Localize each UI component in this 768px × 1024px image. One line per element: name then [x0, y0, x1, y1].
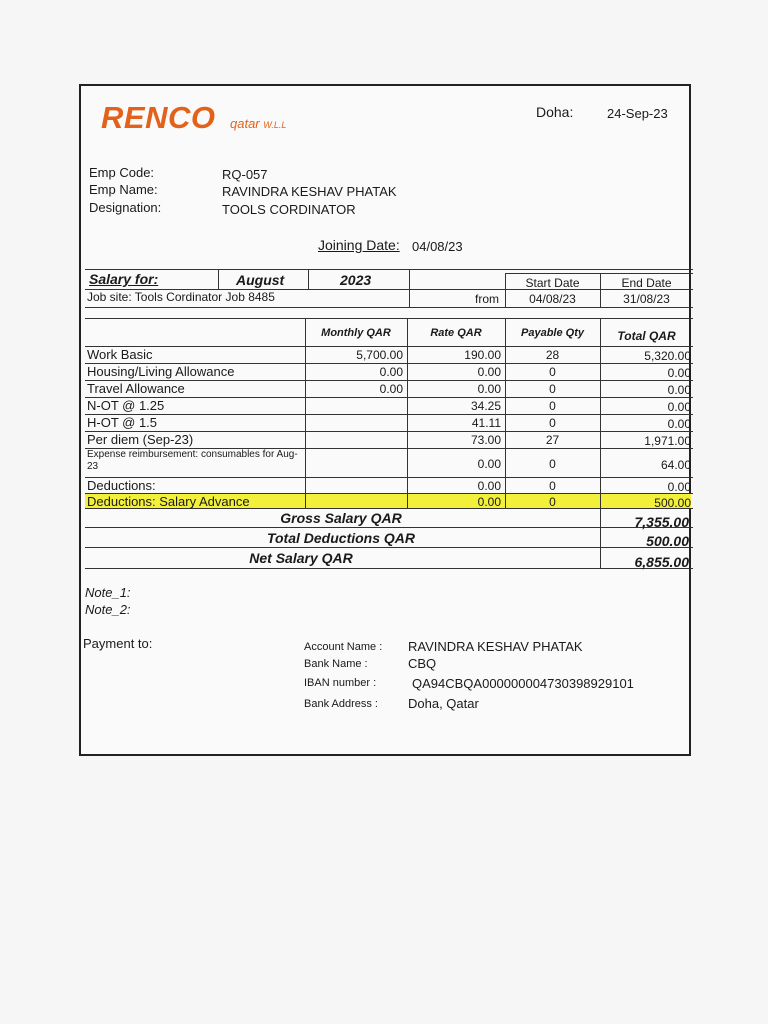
row-rate: 0.00 [477, 382, 501, 396]
row-monthly: 0.00 [379, 365, 403, 379]
bank-address-label: Bank Address : [304, 698, 378, 710]
col-header-qty: Payable Qty [521, 327, 584, 339]
designation: TOOLS CORDINATOR [222, 202, 356, 217]
row-qty: 0 [549, 495, 556, 509]
job-site: Job site: Tools Cordinator Job 8485 [87, 290, 275, 304]
account-name: RAVINDRA KESHAV PHATAK [408, 639, 583, 654]
note-2: Note_2: [85, 602, 131, 617]
row-total: 1,971.00 [644, 434, 691, 448]
account-name-label: Account Name : [304, 641, 383, 653]
row-rate: 41.11 [471, 416, 501, 430]
iban: QA94CBQA000000004730398929101 [412, 676, 634, 691]
row-total: 0.00 [667, 480, 691, 494]
row-rate: 0.00 [477, 365, 501, 379]
row-label: Deductions: Salary Advance [87, 494, 250, 509]
row-label: Deductions: [87, 478, 156, 493]
row-total: 5,320.00 [644, 349, 691, 363]
start-date-label: Start Date [525, 276, 580, 290]
row-rate: 34.25 [470, 399, 501, 413]
period-bottom-line [85, 307, 693, 308]
joining-date: 04/08/23 [412, 239, 463, 254]
net-salary-label: Net Salary QAR [249, 550, 353, 566]
row-qty: 0 [549, 479, 556, 493]
end-date-label: End Date [621, 276, 672, 290]
row-total: 0.00 [667, 383, 691, 397]
from-label: from [475, 292, 499, 306]
row-total: 0.00 [667, 400, 691, 414]
row-qty: 28 [545, 348, 560, 362]
row-rate: 190.00 [464, 348, 501, 362]
bank-name: CBQ [408, 656, 437, 671]
table-top-line [85, 318, 693, 319]
emp-name: RAVINDRA KESHAV PHATAK [222, 184, 397, 199]
row-qty: 27 [545, 433, 560, 447]
row-label: H-OT @ 1.5 [87, 415, 158, 430]
row-rate: 73.00 [470, 433, 501, 447]
designation-label: Designation: [89, 200, 162, 215]
emp-name-label: Emp Name: [89, 182, 158, 197]
row-qty: 0 [549, 399, 556, 413]
col-header-rate: Rate QAR [430, 327, 482, 339]
payment-label: Payment to: [83, 636, 153, 651]
col-divider [305, 318, 306, 508]
company-logo-sub: qatar W.L.L [230, 116, 287, 131]
divider [308, 269, 309, 289]
bank-address: Doha, Qatar [408, 696, 479, 711]
totals-line [85, 527, 693, 528]
salary-for-label: Salary for: [89, 271, 159, 287]
col-header-total: Total QAR [617, 329, 676, 343]
joining-date-label: Joining Date: [318, 237, 400, 253]
row-label: Per diem (Sep-23) [87, 432, 194, 447]
row-rate: 0.00 [477, 457, 501, 471]
start-date: 04/08/23 [529, 292, 576, 306]
totals-bottom-line [85, 568, 693, 569]
row-total: 64.00 [660, 458, 691, 472]
divider [409, 269, 410, 307]
payslip [79, 84, 691, 756]
total-deductions-value: 500.00 [646, 533, 689, 549]
row-monthly: 5,700.00 [356, 348, 403, 362]
row-label: Work Basic [87, 347, 153, 362]
row-qty: 0 [549, 416, 556, 430]
row-total: 500.00 [654, 496, 691, 510]
issue-date: 24-Sep-23 [607, 106, 668, 121]
row-label: Expense reimbursement: consumables for Aug-23 [87, 449, 298, 472]
salary-year: 2023 [340, 272, 372, 288]
period-top-line [85, 269, 693, 270]
row-qty: 0 [549, 382, 556, 396]
salary-month: August [236, 272, 285, 288]
row-rate: 0.00 [477, 495, 501, 509]
divider [505, 273, 693, 274]
total-deductions-label: Total Deductions QAR [266, 530, 416, 546]
col-header-monthly: Monthly QAR [321, 327, 391, 339]
company-logo: RENCO [101, 100, 216, 135]
end-date: 31/08/23 [623, 292, 670, 306]
iban-label: IBAN number : [304, 677, 377, 689]
row-label: N-OT @ 1.25 [87, 398, 165, 413]
note-1: Note_1: [85, 585, 131, 600]
row-rate: 0.00 [477, 479, 501, 493]
row-total: 0.00 [667, 366, 691, 380]
row-label: Housing/Living Allowance [87, 364, 235, 379]
net-salary-value: 6,855.00 [634, 554, 689, 570]
gross-salary-label: Gross Salary QAR [280, 510, 402, 526]
row-total: 0.00 [667, 417, 691, 431]
city-label: Doha: [536, 104, 574, 120]
emp-code: RQ-057 [222, 167, 268, 182]
totals-line [85, 547, 693, 548]
row-label: Travel Allowance [87, 381, 185, 396]
row-monthly: 0.00 [379, 382, 403, 396]
divider [218, 269, 219, 289]
emp-code-label: Emp Code: [89, 165, 155, 180]
bank-name-label: Bank Name : [304, 658, 368, 670]
row-qty: 0 [549, 365, 556, 379]
gross-salary-value: 7,355.00 [634, 514, 689, 530]
row-qty: 0 [549, 457, 556, 471]
